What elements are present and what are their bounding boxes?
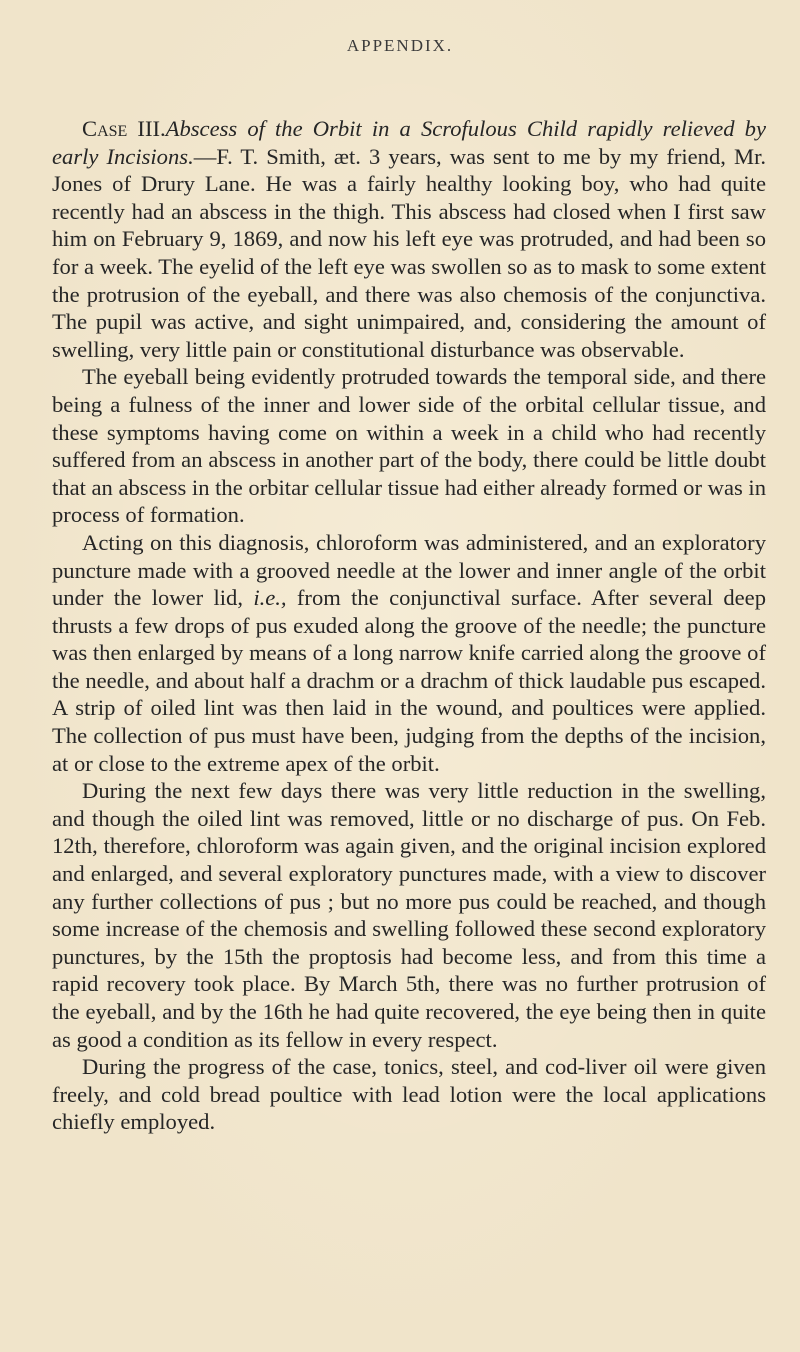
operation-text-start: Acting on this diagnosis, chloroform was administered, and an exploratory puncture made with a grooved needle at the lower and inner angle of the orbit under the lower lid, xyxy=(52,529,766,611)
running-head: APPENDIX. xyxy=(346,36,454,55)
case-intro-text: —F. T. Smith, æt. 3 years, was sent to me by my friend, Mr. Jones of Drury Lane. He was a fairly healthy looking boy, who had quite recently had an abscess in the thigh. This abscess had closed when I first saw him on February 9, 1869, and now his left eye was protruded, and had been so for a week. The eyelid of the left eye was swollen so as to mask to some extent the protrusion of the eyeball, and there was also chemosis of the conjunctiva. The pupil was active, and sight unimpaired, and, considering the amount of swelling, very little pain or constitutional disturbance was observable. xyxy=(52,143,767,362)
paragraph-diagnosis: The eyeball being evidently protruded towards the temporal side, and there being a fulness of the inner and lower side of the orbital cellular tissue, and these symptoms having come on within a week in a child who had recently suffered from an abscess in another part of the body, there could be little doubt that an abscess in the orbitar cellular tissue had either already formed or was in process of formation. xyxy=(52,364,766,528)
operation-text-end: from the conjunctival surface. After several deep thrusts a few drops of pus exuded along the groove of the needle; the puncture was then enlarged by means of a long narrow knife carried along the groove of the needle, and about half a drachm or a drachm of thick laudable pus escaped. A strip of oiled lint was then laid in the wound, and poultices were applied. The collection of pus must have been, judging from the depths of the incision, at or close to the extreme apex of the orbit. xyxy=(52,585,766,776)
case-label: Case III. xyxy=(82,116,166,141)
ie-abbreviation: i.e., xyxy=(253,585,287,611)
case-title: Abscess of the Orbit in a Scrofulous Child rapidly relieved by early Incisions. xyxy=(52,116,766,169)
page-body xyxy=(52,115,766,1136)
paragraph-treatment: During the progress of the case, tonics, steel, and cod-liver oil were given freely, and cold bread poultice with lead lotion were the local applications chiefly employed. xyxy=(52,1054,766,1135)
paragraph-recovery: During the next few days there was very little reduction in the swelling, and though the oiled lint was removed, little or no discharge of pus. On Feb. 12th, therefore, chloroform was again given, and the original incision explored and enlarged, and several exploratory punctures made, with a view to discover any further collections of pus ; but no more pus could be reached, and though some increase of the chemosis and swelling followed these second exploratory punctures, by the 15th the proptosis had become less, and from this time a rapid recovery took place. By March 5th, there was no further protrusion of the eyeball, and by the 16th he had quite recovered, the eye being then in quite as good a condition as its fellow in every respect. xyxy=(52,778,766,1052)
paragraph-case-intro xyxy=(52,115,766,363)
paragraph-operation xyxy=(52,529,766,777)
